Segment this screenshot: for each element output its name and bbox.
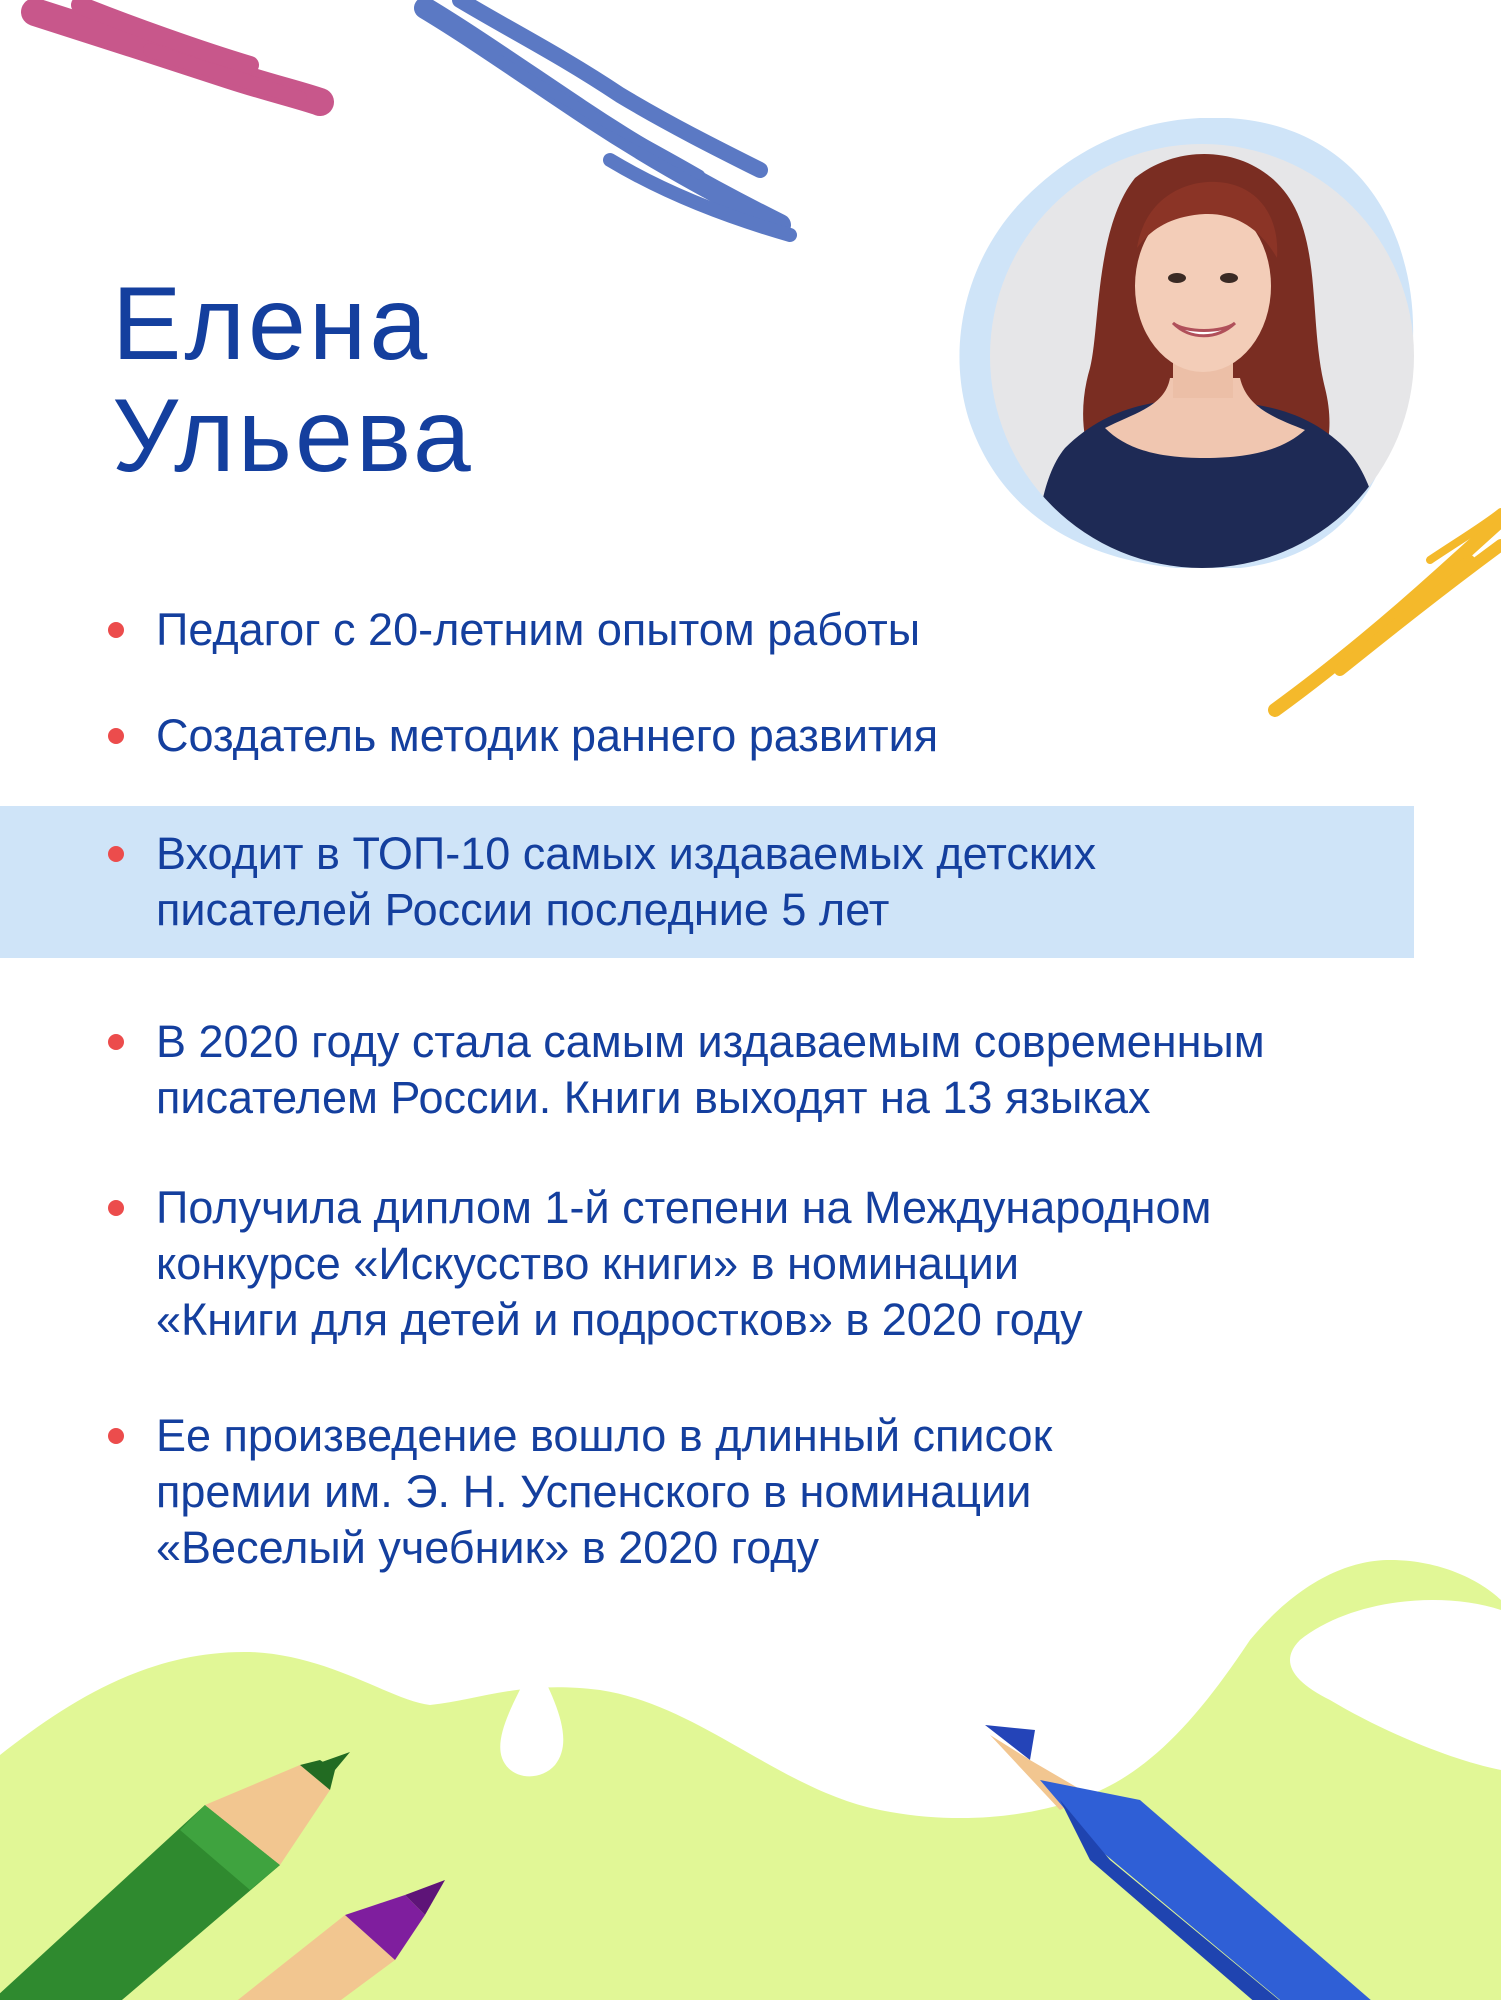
bullet-dot-icon — [108, 1034, 124, 1050]
fact-text: Создатель методик раннего развития — [156, 710, 939, 761]
fact-text: Входит в ТОП-10 самых издаваемых детских писателей России последние 5 лет — [156, 828, 1097, 935]
fact-text: Ее произведение вошло в длинный список премии им. Э. Н. Успенского в номинации «Веселый учебник» в 2020 году — [156, 1410, 1053, 1573]
list-item — [156, 1014, 1446, 1126]
bullet-dot-icon — [108, 1200, 124, 1216]
list-item — [156, 708, 1446, 764]
fact-text: Получила диплом 1-й степени на Международном конкурсе «Искусство книги» в номинации «Книги для детей и подростков» в 2020 году — [156, 1182, 1212, 1345]
list-item — [156, 826, 1446, 938]
author-last-name: Ульева — [112, 378, 474, 494]
list-item — [156, 1180, 1446, 1348]
bullet-dot-icon — [108, 622, 124, 638]
fact-text: В 2020 году стала самым издаваемым современным писателем России. Книги выходят на 13 языках — [156, 1016, 1265, 1123]
bullet-dot-icon — [108, 1428, 124, 1444]
list-item — [156, 602, 1446, 658]
author-first-name: Елена — [112, 266, 431, 382]
bullet-dot-icon — [108, 728, 124, 744]
bullet-dot-icon — [108, 846, 124, 862]
fact-text: Педагог с 20-летним опытом работы — [156, 604, 921, 655]
list-item — [156, 1408, 1446, 1576]
